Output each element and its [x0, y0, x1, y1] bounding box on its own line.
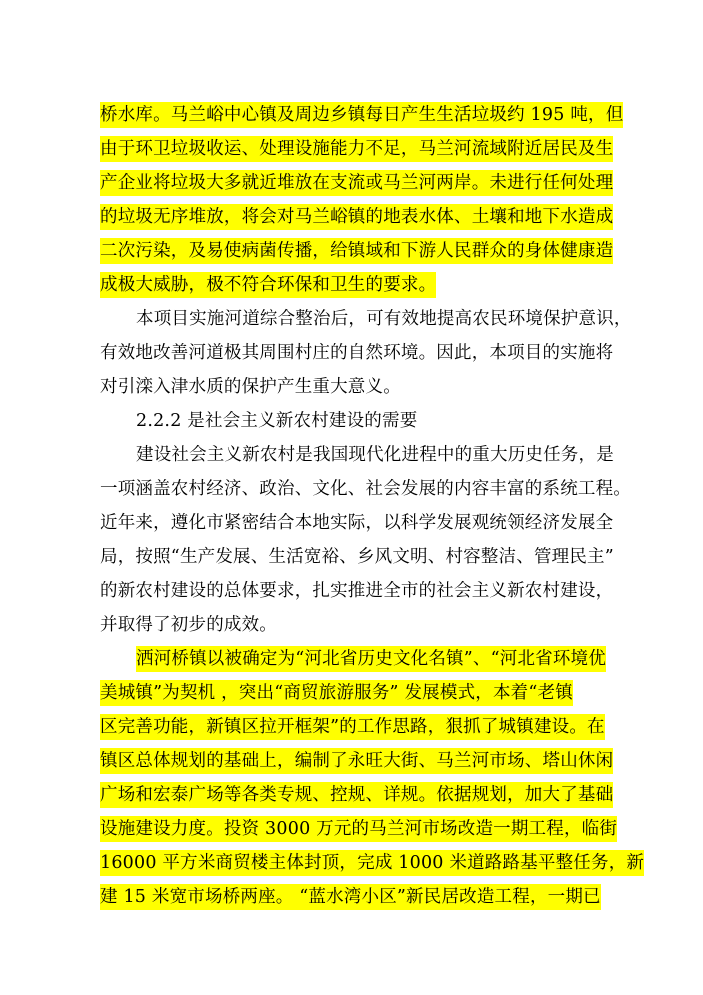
text-line: 区完善功能，新镇区拉开框架”的工作思路，狠抓了城镇建设。在	[100, 710, 620, 744]
text-line: 近年来，遵化市紧密结合本地实际，以科学发展观统领经济发展全	[100, 513, 614, 533]
paragraph-new-countryside	[100, 438, 631, 642]
paragraph-garbage-issue	[100, 98, 624, 302]
text-line: 产企业将垃圾大多就近堆放在支流或马兰河两岸。未进行任何处理	[100, 166, 620, 200]
text-line: 的垃圾无序堆放，将会对马兰峪镇的地表水体、土壤和地下水造成	[100, 200, 620, 234]
text-line: 洒河桥镇以被确定为“河北省历史文化名镇”、“河北省环境优	[100, 642, 620, 676]
text-line: 广场和宏泰广场等各类专规、控规、详规。依据规划，加大了基础	[100, 778, 620, 812]
text-line: 建 15 米宽市场桥两座。 “蓝水湾小区”新民居改造工程，一期已	[100, 880, 620, 914]
text-line: 镇区总体规划的基础上，编制了永旺大街、马兰河市场、塔山休闲	[100, 744, 620, 778]
text-line: 本项目实施河道综合整治后，可有效地提高农民环境保护意识，	[136, 309, 632, 329]
text-line: 设施建设力度。投资 3000 万元的马兰河市场改造一期工程，临街	[100, 812, 620, 846]
text-line: 一项涵盖农村经济、政治、文化、社会发展的内容丰富的系统工程。	[100, 479, 631, 499]
text-line: 并取得了初步的成效。	[100, 615, 277, 635]
heading-text: 2.2.2 是社会主义新农村建设的需要	[136, 411, 418, 431]
paragraph-river-remediation	[100, 302, 632, 404]
text-line: 有效地改善河道极其周围村庄的自然环境。因此，本项目的实施将	[100, 343, 614, 363]
text-line: 的新农村建设的总体要求，扎实推进全市的社会主义新农村建设，	[100, 581, 614, 601]
text-line: 二次污染，及易使病菌传播，给镇域和下游人民群众的身体健康造	[100, 234, 620, 268]
text-line: 成极大威胁，极不符合环保和卫生的要求。	[100, 268, 620, 302]
text-line: 建设社会主义新农村是我国现代化进程中的重大历史任务，是	[136, 445, 614, 465]
paragraph-saheqiao-town	[100, 642, 645, 914]
text-line: 16000 平方米商贸楼主体封顶，完成 1000 米道路路基平整任务，新	[100, 846, 620, 880]
text-line: 由于环卫垃圾收运、处理设施能力不足，马兰河流域附近居民及生	[100, 132, 620, 166]
text-line: 美城镇”为契机 ，突出“商贸旅游服务” 发展模式，本着“老镇	[100, 676, 620, 710]
section-heading-2-2-2	[100, 404, 620, 438]
text-line: 桥水库。马兰峪中心镇及周边乡镇每日产生生活垃圾约 195 吨，但	[100, 98, 620, 132]
text-line: 对引滦入津水质的保护产生重大意义。	[100, 377, 401, 397]
text-line: 局，按照“生产发展、生活宽裕、乡风文明、村容整洁、管理民主”	[100, 547, 614, 567]
